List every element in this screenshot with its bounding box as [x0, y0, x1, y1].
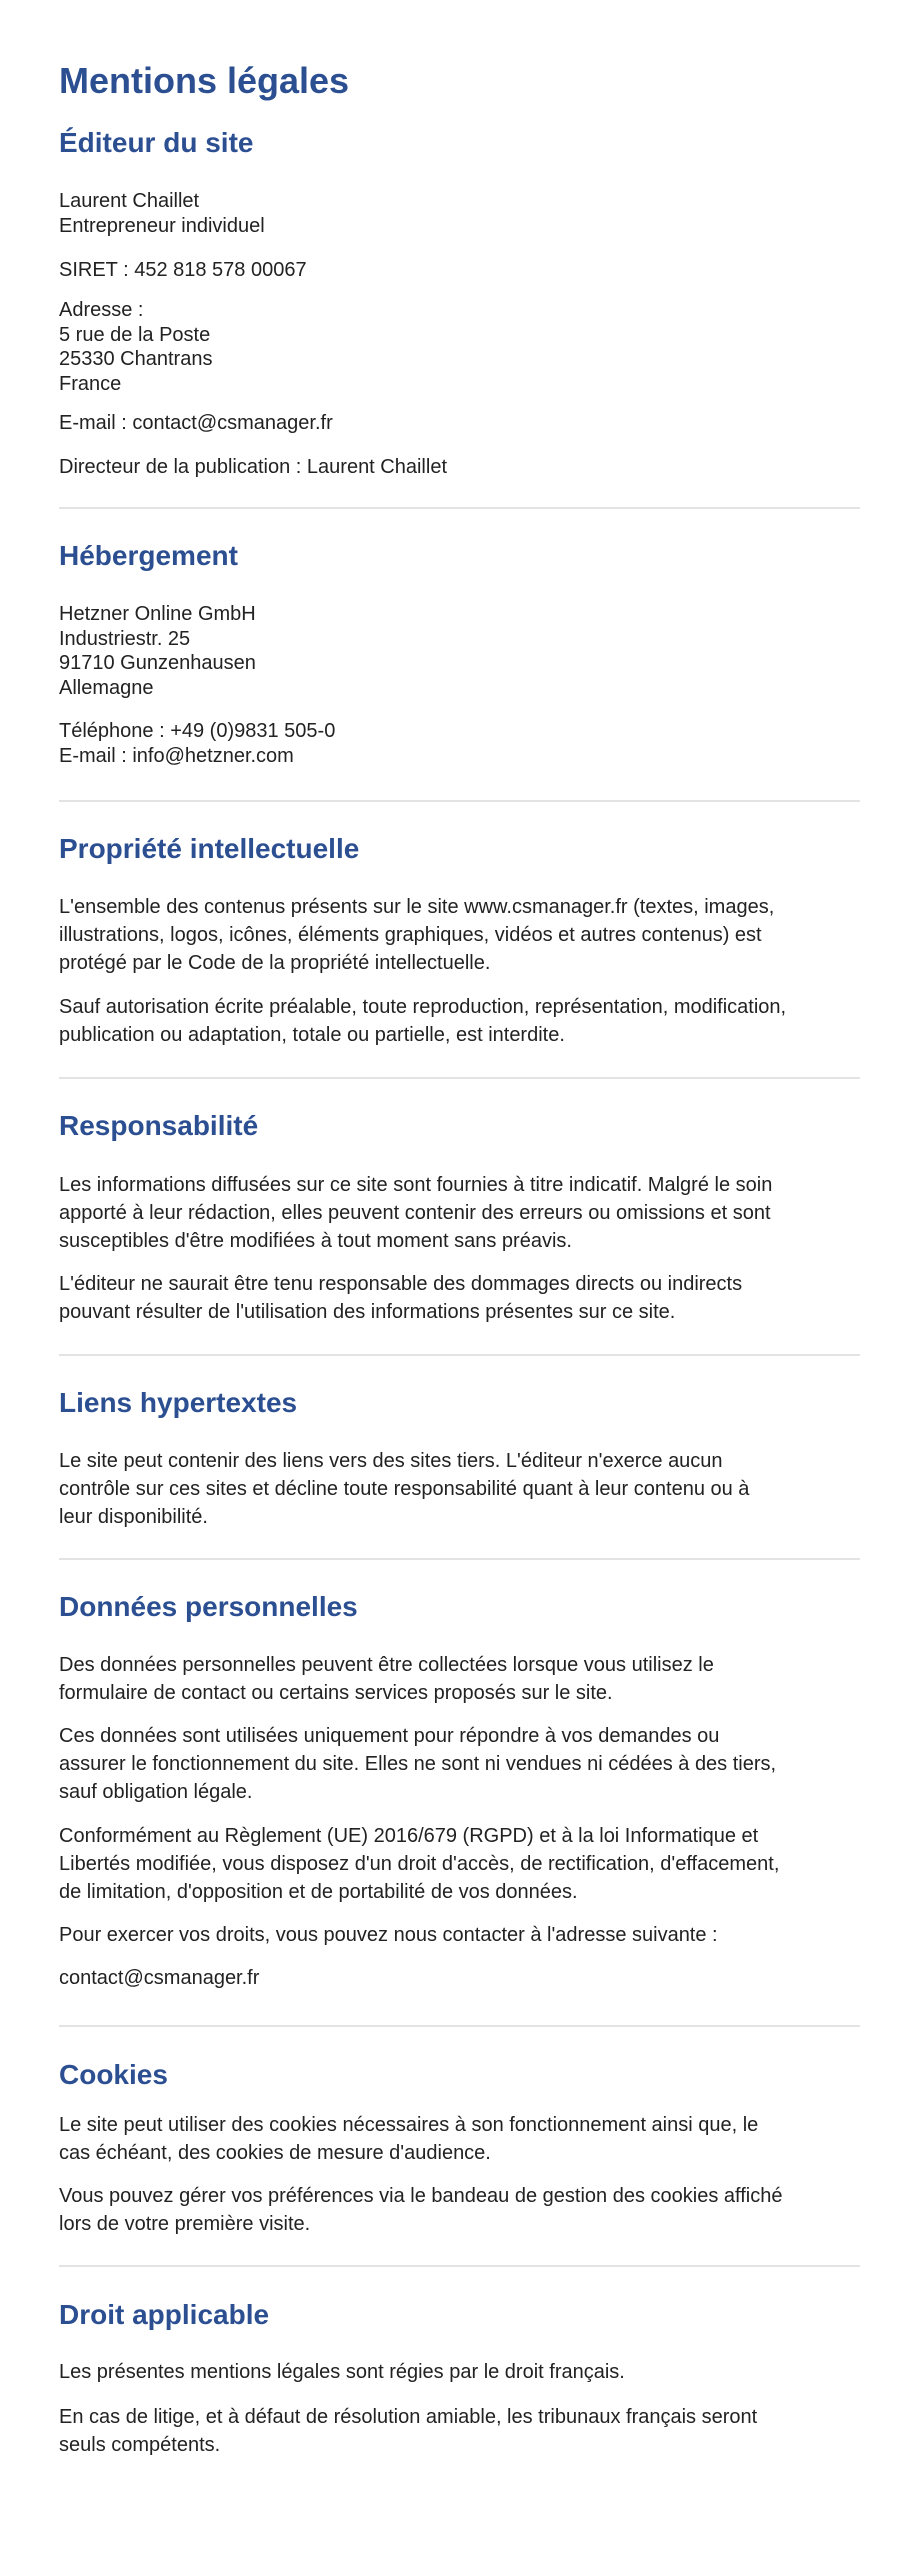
text-line: Sauf autorisation écrite préalable, toute reproduction, représentation, modification, — [59, 996, 787, 1018]
section-title-donnees: Données personnelles — [59, 1591, 358, 1622]
text-line: apporté à leur rédaction, elles peuvent contenir des erreurs ou omissions et sont — [59, 1202, 771, 1224]
section-donnees — [59, 1590, 860, 1624]
section-responsabilite — [59, 1109, 860, 1143]
text-line: publication ou adaptation, totale ou partielle, est interdite. — [59, 1024, 565, 1046]
propriete-paragraph-1 — [59, 893, 860, 977]
text-line: protégé par le Code de la propriété intellectuelle. — [59, 952, 491, 974]
section-title-responsabilite: Responsabilité — [59, 1110, 259, 1141]
droit-paragraph-2 — [59, 2403, 860, 2459]
donnees-paragraph-1 — [59, 1651, 860, 1707]
host-country: Allemagne — [59, 676, 154, 699]
section-title-editeur: Éditeur du site — [59, 127, 254, 158]
section-liens — [59, 1386, 860, 1420]
cookies-paragraph-1 — [59, 2111, 860, 2167]
editeur-email[interactable]: E-mail : contact@csmanager.fr — [59, 412, 333, 434]
address-country: France — [59, 372, 122, 395]
host-email[interactable]: E-mail : info@hetzner.com — [59, 744, 294, 767]
host-company: Hetzner Online GmbH — [59, 603, 256, 625]
address-label: Adresse : — [59, 299, 144, 321]
contact-email-link[interactable]: contact@csmanager.fr — [59, 1967, 260, 1989]
responsabilite-paragraph-2 — [59, 1270, 860, 1326]
text-line: Le site peut utiliser des cookies nécessaires à son fonctionnement ainsi que, le — [59, 2114, 759, 2136]
section-droit — [59, 2298, 860, 2332]
text-line: leur disponibilité. — [59, 1506, 208, 1528]
text-line: susceptibles d'être modifiées à tout moment sans préavis. — [59, 1230, 572, 1252]
divider — [59, 507, 860, 509]
cookies-paragraph-2 — [59, 2182, 860, 2238]
host-city: 91710 Gunzenhausen — [59, 652, 256, 674]
editeur-siret: SIRET : 452 818 578 00067 — [59, 259, 307, 281]
section-title-droit: Droit applicable — [59, 2299, 270, 2330]
text-line: Les informations diffusées sur ce site sont fournies à titre indicatif. Malgré le soin — [59, 1174, 773, 1196]
divider — [59, 1077, 860, 1079]
editeur-status: Entrepreneur individuel — [59, 214, 265, 237]
host-contact — [59, 719, 860, 768]
divider — [59, 1354, 860, 1356]
address-street: 5 rue de la Poste — [59, 323, 211, 346]
text-line: Ces données sont utilisées uniquement pour répondre à vos demandes ou — [59, 1725, 720, 1747]
section-title-propriete: Propriété intellectuelle — [59, 833, 360, 864]
host-address — [59, 602, 860, 700]
section-title-cookies: Cookies — [59, 2059, 168, 2090]
text-line: L'ensemble des contenus présents sur le site www.csmanager.fr (textes, images, — [59, 896, 775, 918]
editeur-director: Directeur de la publication : Laurent Chaillet — [59, 456, 447, 478]
editeur-siret-block — [59, 258, 860, 283]
section-title-hebergement: Hébergement — [59, 540, 238, 571]
donnees-paragraph-4 — [59, 1921, 860, 1949]
divider — [59, 1558, 860, 1560]
section-editeur — [59, 126, 860, 160]
divider — [59, 2265, 860, 2267]
text-line: de limitation, d'opposition et de portabilité de vos données. — [59, 1881, 578, 1903]
section-propriete — [59, 832, 860, 866]
divider — [59, 2025, 860, 2027]
section-cookies — [59, 2058, 860, 2092]
text-line: Pour exercer vos droits, vous pouvez nous contacter à l'adresse suivante : — [59, 1924, 718, 1946]
text-line: pouvant résulter de l'utilisation des informations présentes sur ce site. — [59, 1301, 676, 1323]
editeur-name: Laurent Chaillet — [59, 190, 200, 212]
editeur-address — [59, 298, 860, 396]
text-line: En cas de litige, et à défaut de résolution amiable, les tribunaux français seront — [59, 2406, 758, 2428]
donnees-paragraph-3 — [59, 1822, 860, 1906]
text-line: L'éditeur ne saurait être tenu responsable des dommages directs ou indirects — [59, 1273, 743, 1295]
host-phone: Téléphone : +49 (0)9831 505-0 — [59, 720, 336, 742]
donnees-contact-email — [59, 1964, 860, 1992]
text-line: Conformément au Règlement (UE) 2016/679 (RGPD) et à la loi Informatique et — [59, 1825, 759, 1847]
text-line: Les présentes mentions légales sont régies par le droit français. — [59, 2361, 625, 2383]
address-city: 25330 Chantrans — [59, 348, 213, 370]
text-line: Le site peut contenir des liens vers des sites tiers. L'éditeur n'exerce aucun — [59, 1450, 723, 1472]
divider — [59, 800, 860, 802]
text-line: Des données personnelles peuvent être collectées lorsque vous utilisez le — [59, 1654, 714, 1676]
editeur-email-block — [59, 411, 860, 436]
droit-paragraph-1 — [59, 2358, 860, 2386]
text-line: cas échéant, des cookies de mesure d'audience. — [59, 2142, 491, 2164]
propriete-paragraph-2 — [59, 993, 860, 1049]
text-line: Vous pouvez gérer vos préférences via le bandeau de gestion des cookies affiché — [59, 2185, 783, 2207]
section-title-liens: Liens hypertextes — [59, 1387, 298, 1418]
donnees-paragraph-2 — [59, 1722, 860, 1806]
editeur-director-block — [59, 455, 860, 480]
text-line: seuls compétents. — [59, 2434, 221, 2456]
host-street: Industriestr. 25 — [59, 627, 191, 650]
section-hebergement — [59, 539, 860, 573]
liens-paragraph-1 — [59, 1447, 860, 1531]
text-line: Libertés modifiée, vous disposez d'un droit d'accès, de rectification, d'effacement, — [59, 1853, 780, 1875]
text-line: contrôle sur ces sites et décline toute responsabilité quant à leur contenu ou à — [59, 1478, 750, 1500]
page-title: Mentions légales — [59, 60, 350, 101]
editeur-identity — [59, 189, 860, 238]
text-line: formulaire de contact ou certains services proposés sur le site. — [59, 1682, 613, 1704]
text-line: lors de votre première visite. — [59, 2213, 311, 2235]
text-line: illustrations, logos, icônes, éléments graphiques, vidéos et autres contenus) est — [59, 924, 762, 946]
text-line: sauf obligation légale. — [59, 1781, 253, 1803]
text-line: assurer le fonctionnement du site. Elles ne sont ni vendues ni cédées à des tiers, — [59, 1753, 777, 1775]
responsabilite-paragraph-1 — [59, 1171, 860, 1255]
